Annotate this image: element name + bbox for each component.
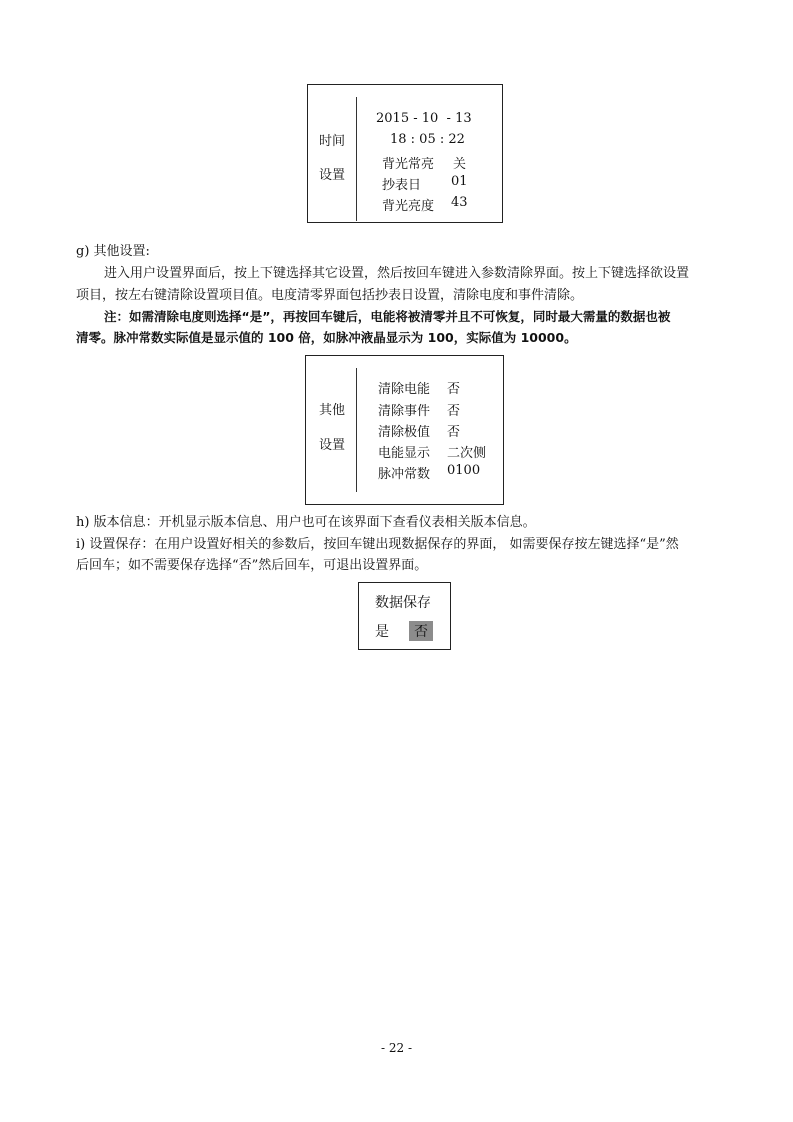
section-g-paragraph-line2: 项目，按左右键清除设置项目值。电度清零界面包括抄表日设置，清除电度和事件清除。 [76,288,584,303]
energy-display-value: 二次侧 [447,446,487,461]
pulse-constant-value: 0100 [447,463,481,478]
clear-energy-value: 否 [447,382,461,397]
brightness-value: 43 [451,195,468,210]
brightness-label: 背光亮度 [382,199,435,214]
backlight-on-value: 关 [453,157,467,172]
time-divider [356,97,357,221]
data-save-screen [358,582,451,650]
other-settings-screen [305,355,504,505]
section-g-note-line1: 注：如需清除电度则选择“是”，再按回车键后，电能将被清零并且不可恢复，同时最大需量的数据也被 [104,309,671,324]
energy-display-label: 电能显示 [378,446,431,461]
time-value: 18 : 05 : 22 [390,132,465,147]
section-i-line2: 后回车；如不需要保存选择“否”然后回车，可退出设置界面。 [76,558,428,573]
section-g-note-line2: 清零。脉冲常数实际值是显示值的 100 倍，如脉冲液晶显示为 100，实际值为 10000。 [76,330,577,345]
other-side-label-bottom: 设置 [319,438,346,453]
backlight-on-label: 背光常亮 [382,157,435,172]
other-divider [356,368,357,492]
clear-events-value: 否 [447,404,461,419]
pulse-constant-label: 脉冲常数 [378,467,431,482]
time-side-label-top: 时间 [319,134,346,149]
section-h-text: h) 版本信息：开机显示版本信息、用户也可在该界面下查看仪表相关版本信息。 [76,515,536,530]
save-no-option: 否 [409,621,433,641]
time-settings-screen [307,84,503,223]
other-side-label-top: 其他 [319,403,346,418]
section-g-heading: g) 其他设置: [76,244,150,259]
meter-day-value: 01 [451,174,468,189]
time-side-label-bottom: 设置 [319,168,346,183]
section-g-paragraph-line1: 进入用户设置界面后，按上下键选择其它设置，然后按回车键进入参数清除界面。按上下键选择欲设置 [104,266,690,281]
clear-extremes-value: 否 [447,425,461,440]
save-yes-option: 是 [375,624,389,640]
meter-day-label: 抄表日 [382,178,422,193]
data-save-title: 数据保存 [375,595,431,611]
clear-events-label: 清除事件 [378,404,431,419]
page-number: - 22 - [380,1041,412,1055]
clear-extremes-label: 清除极值 [378,425,431,440]
clear-energy-label: 清除电能 [378,382,431,397]
section-i-line1: i) 设置保存：在用户设置好相关的参数后，按回车键出现数据保存的界面， 如需要保存按左键选择“是”然 [76,537,679,552]
date-value: 2015 - 10 - 13 [376,111,472,126]
